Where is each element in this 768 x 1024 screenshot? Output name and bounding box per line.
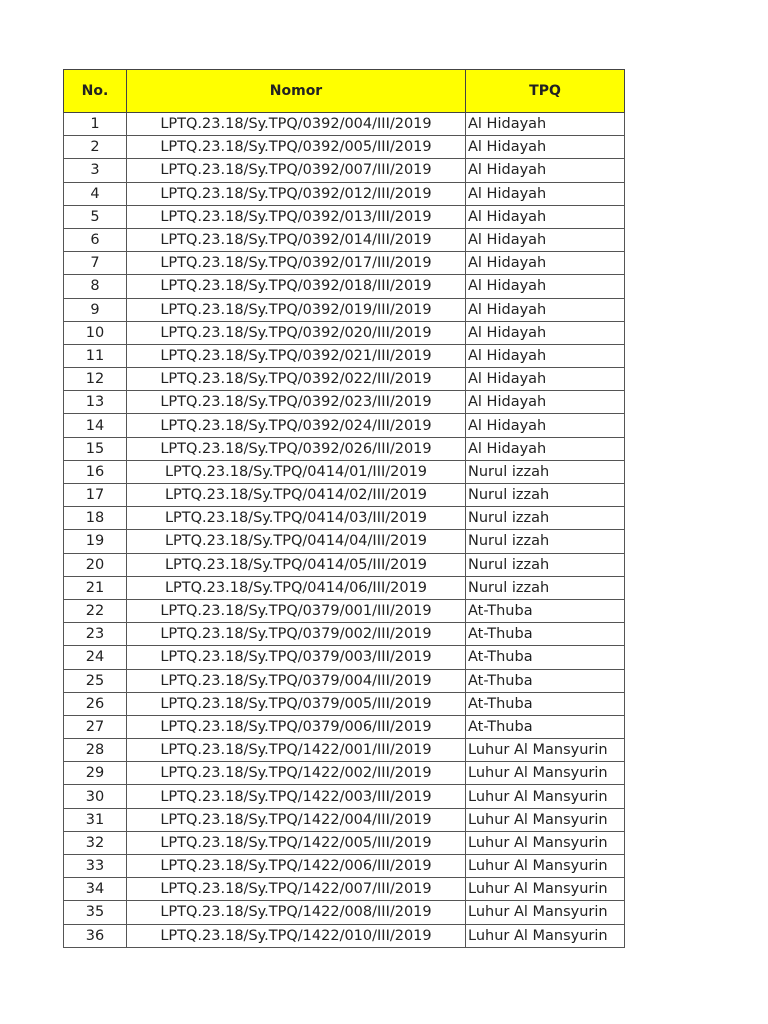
cell-nomor: LPTQ.23.18/Sy.TPQ/0392/018/III/2019 — [127, 275, 466, 298]
cell-nomor: LPTQ.23.18/Sy.TPQ/1422/007/III/2019 — [127, 878, 466, 901]
cell-nomor: LPTQ.23.18/Sy.TPQ/0414/05/III/2019 — [127, 553, 466, 576]
cell-nomor: LPTQ.23.18/Sy.TPQ/0414/03/III/2019 — [127, 507, 466, 530]
cell-nomor: LPTQ.23.18/Sy.TPQ/0392/005/III/2019 — [127, 136, 466, 159]
cell-nomor: LPTQ.23.18/Sy.TPQ/0392/019/III/2019 — [127, 298, 466, 321]
cell-tpq: Nurul izzah — [466, 553, 625, 576]
cell-nomor: LPTQ.23.18/Sy.TPQ/0392/021/III/2019 — [127, 344, 466, 367]
cell-nomor: LPTQ.23.18/Sy.TPQ/0379/004/III/2019 — [127, 669, 466, 692]
cell-nomor: LPTQ.23.18/Sy.TPQ/0392/022/III/2019 — [127, 368, 466, 391]
cell-tpq: Nurul izzah — [466, 484, 625, 507]
cell-no: 20 — [64, 553, 127, 576]
cell-nomor: LPTQ.23.18/Sy.TPQ/1422/003/III/2019 — [127, 785, 466, 808]
table-row — [64, 785, 625, 808]
cell-nomor: LPTQ.23.18/Sy.TPQ/0414/01/III/2019 — [127, 460, 466, 483]
cell-tpq: Al Hidayah — [466, 159, 625, 182]
cell-nomor: LPTQ.23.18/Sy.TPQ/0392/007/III/2019 — [127, 159, 466, 182]
cell-nomor: LPTQ.23.18/Sy.TPQ/0392/020/III/2019 — [127, 321, 466, 344]
cell-nomor: LPTQ.23.18/Sy.TPQ/0379/005/III/2019 — [127, 692, 466, 715]
cell-tpq: Al Hidayah — [466, 368, 625, 391]
cell-no: 28 — [64, 739, 127, 762]
cell-no: 15 — [64, 437, 127, 460]
table-row — [64, 808, 625, 831]
cell-no: 11 — [64, 344, 127, 367]
cell-nomor: LPTQ.23.18/Sy.TPQ/0414/06/III/2019 — [127, 576, 466, 599]
cell-tpq: Luhur Al Mansyurin — [466, 924, 625, 947]
header-no: No. — [64, 70, 127, 113]
table-row — [64, 368, 625, 391]
cell-tpq: Al Hidayah — [466, 275, 625, 298]
table-row — [64, 484, 625, 507]
table-row — [64, 344, 625, 367]
cell-nomor: LPTQ.23.18/Sy.TPQ/1422/005/III/2019 — [127, 831, 466, 854]
cell-tpq: Al Hidayah — [466, 136, 625, 159]
cell-tpq: Luhur Al Mansyurin — [466, 808, 625, 831]
cell-tpq: At-Thuba — [466, 715, 625, 738]
table-row — [64, 437, 625, 460]
table-row — [64, 460, 625, 483]
cell-tpq: At-Thuba — [466, 646, 625, 669]
cell-nomor: LPTQ.23.18/Sy.TPQ/1422/008/III/2019 — [127, 901, 466, 924]
cell-tpq: Al Hidayah — [466, 205, 625, 228]
table-row — [64, 391, 625, 414]
cell-tpq: Al Hidayah — [466, 298, 625, 321]
header-row — [64, 70, 625, 113]
table-row — [64, 831, 625, 854]
table-row — [64, 205, 625, 228]
table-row — [64, 855, 625, 878]
table-row — [64, 878, 625, 901]
table-row — [64, 321, 625, 344]
cell-tpq: Al Hidayah — [466, 391, 625, 414]
cell-tpq: At-Thuba — [466, 599, 625, 622]
cell-nomor: LPTQ.23.18/Sy.TPQ/1422/010/III/2019 — [127, 924, 466, 947]
cell-tpq: At-Thuba — [466, 692, 625, 715]
cell-nomor: LPTQ.23.18/Sy.TPQ/0379/002/III/2019 — [127, 623, 466, 646]
cell-tpq: Al Hidayah — [466, 252, 625, 275]
cell-nomor: LPTQ.23.18/Sy.TPQ/0392/004/III/2019 — [127, 113, 466, 136]
cell-nomor: LPTQ.23.18/Sy.TPQ/0379/003/III/2019 — [127, 646, 466, 669]
cell-no: 3 — [64, 159, 127, 182]
table-row — [64, 414, 625, 437]
table-row — [64, 669, 625, 692]
cell-no: 14 — [64, 414, 127, 437]
table-row — [64, 252, 625, 275]
table-row — [64, 623, 625, 646]
cell-no: 25 — [64, 669, 127, 692]
cell-no: 21 — [64, 576, 127, 599]
table-row — [64, 228, 625, 251]
cell-tpq: Nurul izzah — [466, 507, 625, 530]
cell-no: 32 — [64, 831, 127, 854]
cell-tpq: Luhur Al Mansyurin — [466, 901, 625, 924]
cell-tpq: Al Hidayah — [466, 344, 625, 367]
cell-nomor: LPTQ.23.18/Sy.TPQ/0392/013/III/2019 — [127, 205, 466, 228]
cell-no: 4 — [64, 182, 127, 205]
table-row — [64, 924, 625, 947]
spreadsheet-page — [63, 69, 624, 948]
cell-tpq: Al Hidayah — [466, 113, 625, 136]
cell-nomor: LPTQ.23.18/Sy.TPQ/0414/02/III/2019 — [127, 484, 466, 507]
cell-no: 19 — [64, 530, 127, 553]
cell-tpq: Al Hidayah — [466, 228, 625, 251]
cell-no: 9 — [64, 298, 127, 321]
cell-nomor: LPTQ.23.18/Sy.TPQ/0379/006/III/2019 — [127, 715, 466, 738]
cell-nomor: LPTQ.23.18/Sy.TPQ/0392/017/III/2019 — [127, 252, 466, 275]
cell-no: 2 — [64, 136, 127, 159]
cell-tpq: Al Hidayah — [466, 437, 625, 460]
cell-no: 27 — [64, 715, 127, 738]
cell-no: 17 — [64, 484, 127, 507]
cell-no: 22 — [64, 599, 127, 622]
cell-nomor: LPTQ.23.18/Sy.TPQ/0392/023/III/2019 — [127, 391, 466, 414]
cell-nomor: LPTQ.23.18/Sy.TPQ/0392/014/III/2019 — [127, 228, 466, 251]
cell-no: 30 — [64, 785, 127, 808]
cell-nomor: LPTQ.23.18/Sy.TPQ/0392/026/III/2019 — [127, 437, 466, 460]
cell-tpq: Nurul izzah — [466, 460, 625, 483]
table-row — [64, 739, 625, 762]
table-row — [64, 599, 625, 622]
cell-no: 31 — [64, 808, 127, 831]
table-body — [64, 113, 625, 948]
table-row — [64, 553, 625, 576]
cell-nomor: LPTQ.23.18/Sy.TPQ/0392/012/III/2019 — [127, 182, 466, 205]
cell-no: 36 — [64, 924, 127, 947]
cell-tpq: Al Hidayah — [466, 182, 625, 205]
cell-no: 13 — [64, 391, 127, 414]
cell-nomor: LPTQ.23.18/Sy.TPQ/1422/004/III/2019 — [127, 808, 466, 831]
cell-tpq: Luhur Al Mansyurin — [466, 855, 625, 878]
cell-no: 24 — [64, 646, 127, 669]
table-row — [64, 298, 625, 321]
cell-tpq: Nurul izzah — [466, 576, 625, 599]
cell-no: 8 — [64, 275, 127, 298]
cell-no: 18 — [64, 507, 127, 530]
cell-no: 34 — [64, 878, 127, 901]
table-row — [64, 275, 625, 298]
cell-tpq: Luhur Al Mansyurin — [466, 831, 625, 854]
table-row — [64, 646, 625, 669]
cell-no: 12 — [64, 368, 127, 391]
table-row — [64, 762, 625, 785]
table-row — [64, 692, 625, 715]
cell-tpq: At-Thuba — [466, 623, 625, 646]
header-nomor: Nomor — [127, 70, 466, 113]
cell-no: 7 — [64, 252, 127, 275]
cell-tpq: Al Hidayah — [466, 321, 625, 344]
cell-tpq: At-Thuba — [466, 669, 625, 692]
table-row — [64, 576, 625, 599]
cell-nomor: LPTQ.23.18/Sy.TPQ/1422/006/III/2019 — [127, 855, 466, 878]
table-row — [64, 715, 625, 738]
cell-nomor: LPTQ.23.18/Sy.TPQ/0414/04/III/2019 — [127, 530, 466, 553]
table-row — [64, 159, 625, 182]
table-row — [64, 507, 625, 530]
certificate-number-table — [63, 69, 625, 948]
table-row — [64, 901, 625, 924]
table-row — [64, 530, 625, 553]
cell-no: 6 — [64, 228, 127, 251]
cell-no: 29 — [64, 762, 127, 785]
cell-no: 33 — [64, 855, 127, 878]
table-row — [64, 113, 625, 136]
cell-no: 1 — [64, 113, 127, 136]
cell-no: 10 — [64, 321, 127, 344]
cell-no: 23 — [64, 623, 127, 646]
cell-nomor: LPTQ.23.18/Sy.TPQ/0392/024/III/2019 — [127, 414, 466, 437]
header-tpq: TPQ — [466, 70, 625, 113]
cell-tpq: Luhur Al Mansyurin — [466, 762, 625, 785]
cell-nomor: LPTQ.23.18/Sy.TPQ/1422/002/III/2019 — [127, 762, 466, 785]
cell-tpq: Luhur Al Mansyurin — [466, 785, 625, 808]
cell-tpq: Luhur Al Mansyurin — [466, 739, 625, 762]
cell-nomor: LPTQ.23.18/Sy.TPQ/1422/001/III/2019 — [127, 739, 466, 762]
table-row — [64, 136, 625, 159]
cell-nomor: LPTQ.23.18/Sy.TPQ/0379/001/III/2019 — [127, 599, 466, 622]
cell-tpq: Nurul izzah — [466, 530, 625, 553]
cell-tpq: Al Hidayah — [466, 414, 625, 437]
cell-no: 26 — [64, 692, 127, 715]
cell-tpq: Luhur Al Mansyurin — [466, 878, 625, 901]
table-row — [64, 182, 625, 205]
cell-no: 35 — [64, 901, 127, 924]
cell-no: 5 — [64, 205, 127, 228]
cell-no: 16 — [64, 460, 127, 483]
